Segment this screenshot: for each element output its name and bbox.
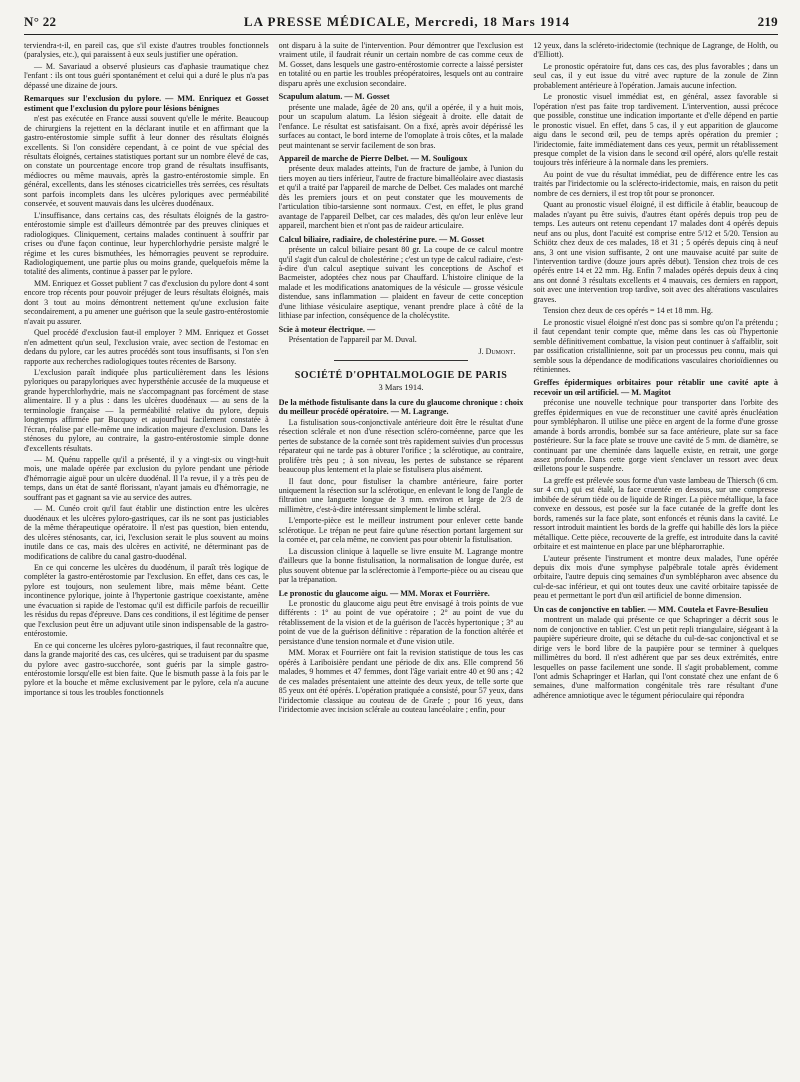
paragraph: L'auteur présente l'instrument et montre deux malades, l'une opérée depuis dix mois d'une symphyse palpébrale totale après évidement orbitaire, l'autre depuis cinq semaines d'un symblépharon avec absence du cul-de-sac inférieur, et qui ont toutes deux une cavité orbitaire tapissée de peau et permettant le port d'un œil artificiel de bonne dimension. xyxy=(533,553,778,601)
paragraph: Il faut donc, pour fistuliser la chambre antérieure, faire porter uniquement la résection sur la sclérotique, en enlevant le long de l'angle de filtration une languette longue de 3 mm. environ et large de 2/3 de millimètre, c'est-à-dire intéressant simplement le limbe scléral. xyxy=(278,476,524,514)
paragraph: Tension chez deux de ces opérés = 14 et 18 mm. Hg. xyxy=(543,306,713,316)
column-3 xyxy=(533,41,778,1081)
section-heading: Le pronostic du glaucome aigu. — MM. Morax et Fourrière. xyxy=(278,588,490,598)
issue-number: N° 22 xyxy=(24,14,57,29)
section-heading: Greffes épidermiques orbitaires pour rétablir une cavité apte à recevoir un œil artificiel. — M. Magitot xyxy=(533,378,778,397)
paragraph: présente un calcul biliaire pesant 80 gr. La coupe de ce calcul montre qu'il s'agit d'un calcul de cholestérine ; c'est un type de calcul radiaire, c'est-à-dire d'un calcul aseptique suivant les conceptions de Aschof et Bacmeister, adoptées chez nous par Chauffard. L'histoire clinique de la malade et les modifications anatomiques de la vésicule — grosse vésicule distendue, sans inflammation — plaident en faveur de cette conception d'une lithiase vésiculaire aseptique, venant prendre place à côté de la lithiase par infection, conséquence de la cholécystite. xyxy=(278,245,524,321)
paragraph: Présentation de l'appareil par M. Duval. xyxy=(288,335,417,345)
session-date: 3 Mars 1914. xyxy=(378,381,424,392)
author-signature: J. Dumont. xyxy=(478,346,516,356)
paragraph: présente deux malades atteints, l'un de fracture de jambe, à l'union du tiers moyen au tiers inférieur, l'autre de fracture bimalléolaire avec diastasis et qu'il a traité par l'appareil de marche de Delbet. Ces malades ont marché dès les premiers jours et on peut constater que les mouvements de l'articulation tibio-tarsienne sont normaux. C'est, en effet, le plus grand avantage de l'appareil Delbet, car ces malades, dès qu'on leur enlève leur appareil, marchent bien et n'ont pas de raideur articulaire. xyxy=(278,164,524,231)
section-heading: De la méthode fistulisante dans la cure du glaucome chronique : choix du meilleur procédé opératoire. — M. Lagrange. xyxy=(278,397,524,417)
paragraph: 12 yeux, dans la scléreto-iridectomie (technique de Lagrange, de Holth, ou d'Elliott). xyxy=(533,41,778,60)
paragraph: montrent un malade qui présente ce que Schapringer a décrit sous le nom de conjonctive en tablier. C'est un petit repli triangulaire, siégeant à la paupière supérieure droite, qui se détache du cul-de-sac conjonctival et se dirige vers le bord libre de la paupière pour se terminer à quelques millimètres du bord. Il n'est adhérent que par ses deux extrémités, entre lesquelles on passe facilement une sonde. Il s'agit probablement, comme l'ont admis Schapringer et Harlan, qui l'ont constaté chez une enfant de 6 semaines, d'une malformation congénitale très rare résultant d'une adhérence amniotique avec le tégument périoculaire qui répondra xyxy=(533,615,778,700)
article-columns xyxy=(24,41,778,1081)
section-heading: Appareil de marche de Pierre Delbet. — M. Souligoux xyxy=(278,153,468,163)
paragraph: ont disparu à la suite de l'intervention. Pour démontrer que l'exclusion est vraiment utile, il faudrait réunir un certain nombre de cas comme ceux de M. Gosset, dans lesquels une gastro-entérostomie correcte a laissé persister en totalité ou en partie les troubles préopératoires, lesquels ont au contraire disparu après une exclusion secondaire. xyxy=(278,41,524,88)
page-header xyxy=(24,14,778,35)
page-number: 219 xyxy=(757,14,778,29)
section-heading: Scapulum alatum. — M. Gosset xyxy=(278,92,390,102)
paragraph: Le pronostic opératoire fut, dans ces cas, des plus favorables ; dans un seul cas, il y eut issue du vitré avec rupture de la zonule de Zinn probablement antérieure à l'opération. Jamais aucune infection. xyxy=(533,61,778,90)
paragraph: Quel procédé d'exclusion faut-il employer ? MM. Enriquez et Gosset n'en admettent qu'un seul, l'exclusion vraie, avec section de l'estomac en dedans du pylore, car les autres procédés sont tous insuffisants, si l'on s'en rapporte aux recherches radiologiques toutes récentes de Barsony. xyxy=(24,328,269,366)
paragraph: Le pronostic visuel immédiat est, en général, assez favorable si l'opération n'est pas faite trop tardivement. L'intervention, aussi précoce que possible, constitue une indication importante et d'elle dépend en partie le pronostic visuel. En effet, dans 5 cas, il y eut apparition de glaucome aigu dans le second œil, peu de temps après opération du premier ; l'iridectomie, faite immédiatement dans ces yeux, permit un rétablissement presque complet de la vision dans le second œil opéré, alors qu'elle restait toujours très inférieure à la normale dans les premiers. xyxy=(533,92,778,168)
paragraph: Le pronostic du glaucome aigu peut être envisagé à trois points de vue différents : 1° au point de vue opératoire ; 2° au point de vue du rétablissement de la vision et de la guérison de l'accès hypertonique ; 3° au point de vue de la guérison définitive : réparation de la fonction altérée et persistance d'une tension normale et d'une vision utile. xyxy=(278,599,524,646)
paragraph: En ce qui concerne les ulcères pyloro-gastriques, il faut reconnaître que, dans la grande majorité des cas, ces ulcères, qui se traduisent par du spasme du pylore avec gastro-succhorée, sont guéris par la simple gastro-entérostomie lorsqu'elle est bien faite. Que le bismuth passe à la fois par le pylore et la bouche et même exclusivement par le pylore, cela n'a aucune importance si tous les troubles fonctionnels xyxy=(24,640,269,697)
paragraph: n'est pas exécutée en France aussi souvent qu'elle le mérite. Beaucoup de chirurgiens la rejettent en la déclarant inutile et en affirmant que la gastro-entérostomie simple suffit à leur donner des résultats éloignés excellents. Si l'on considère cependant, à ce point de vue spécial des résultats éloignés, certaines statistiques portant sur un nombre élevé de cas, on constate un pourcentage encore trop grand de résultats insuffisants, médiocres ou même mauvais, après la gastro-entérostomie simple. En général, excellents, dans les sténoses cicatricielles très serrées, ces résultats sont parfois incomplets dans les ulcères pyloriques avec perméabilité conservée, et souvent mauvais dans les ulcères duodénaux. xyxy=(24,114,269,209)
paragraph: L'insuffisance, dans certains cas, des résultats éloignés de la gastro-entérostomie simple est d'ailleurs démontrée par des preuves cliniques et radiologiques. Cliniquement, certains malades continuent à souffrir par crises ou d'une façon continue, leur hyperchlorhydrie persiste malgré le régime et les cures bismuthées, les hémorragies peuvent se reproduire. Radiologiquement, une partie plus ou moins grande, quelquefois même la totalité des aliments, continue à passer par le pylore. xyxy=(24,210,269,277)
journal-title: LA PRESSE MÉDICALE, Mercredi, 18 Mars 1914 xyxy=(243,14,570,29)
paragraph: Quant au pronostic visuel éloigné, il est difficile à établir, beaucoup de malades n'ayant pu être suivis, d'autres étant opérés depuis trop peu de temps. Les auteurs ont retenu cependant 17 malades dont 4 opérés depuis neuf ans ou plus, dont l'acuité est comprise entre 5/12 et 5/20. Tension au Schiötz chez deux de ces malades, 18 et 31 ; 5 opérés depuis cinq à neuf ans, 3 ont une vision suffisante, 2 ont une mauvaise acuité par suite de l'intervention tardive (douze jours après début). Tension chez trois de ces opérés entre 14 et 22 mm. Hg. Enfin 7 malades opérés depuis deux à cinq ans ont donné 3 résultats excellents et 4 mauvais, ces derniers en rapport, soit avec une intervention trop tardive, soit avec des altérations vasculaires graves. xyxy=(533,200,778,304)
section-heading: Remarques sur l'exclusion du pylore. — MM. Enriquez et Gosset estiment que l'exclusion du pylore pour lésions bénignes xyxy=(24,94,269,113)
paragraph: L'emporte-pièce est le meilleur instrument pour enlever cette bande sclérotique. Le trépan ne peut faire qu'une résection portant largement sur la cornée et, par cela même, ne convient pas pour obtenir la fistulisation. xyxy=(278,516,524,545)
paragraph: La greffe est prélevée sous forme d'un vaste lambeau de Thiersch (6 cm. sur 4 cm.) qui est étalé, la face cruentée en dessous, sur une compresse imbibée de sérum tiède ou de liquide de Ringer. La pièce métallique, la face convexe en dessous, est posée sur la face cutanée de la greffe dont les bords, ramenés sur la face plate, sont enfoncés et réunis dans la cavité. Le ressort introduit maintient les bords de la greffe qui habille dès lors la pièce métallique. Cette pièce, recouverte de la greffe, est introduite dans la cavité orbitaire et est maintenue en place par une blépharorraphie. xyxy=(533,475,778,552)
paragraph: La fistulisation sous-conjonctivale antérieure doit être le résultat d'une résection sclérale et non d'une résection scléro-cornéenne, parce que les pertes de substance de la cornée sont très rapidement suivies d'un processus réparateur qui ne tarde pas à obturer l'orifice ; la sclérotique, au contraire, prolifère très peu ; à son niveau, les pertes de substance se réparent beaucoup plus lentement et la plaie se fistulisera plus aisément. xyxy=(278,417,524,475)
section-heading: Un cas de conjonctive en tablier. — MM. Coutela et Favre-Besulieu xyxy=(533,604,769,614)
paragraph: Le pronostic visuel éloigné n'est donc pas si sombre qu'on l'a prétendu ; il faut cependant tenir compte que, même dans les cas où l'hypertonie semble définitivement combattue, la vision peut continuer à s'affaiblir, soit par ossification cristallinienne, soit par un processus peu connu, mais qui semble sous la dépendance de modifications vasculaires chorioïdiennes ou rétiniennes. xyxy=(533,317,778,374)
paragraph: La discussion clinique à laquelle se livre ensuite M. Lagrange montre d'ailleurs que la bonne fistulisation, la normalisation de longue durée, est plus souvent obtenue par la sclérectomie à l'emporte-pièce ou au ciseau que par la trépanation. xyxy=(278,546,524,585)
section-heading: Scie à moteur électrique. — xyxy=(278,324,376,334)
column-1 xyxy=(24,41,269,1081)
paragraph: terviendra-t-il, en pareil cas, que s'il existe d'autres troubles fonctionnels (paralysies, etc.), qui paraissent à eux seuls justifier une opération. xyxy=(24,41,269,60)
paragraph: MM. Enriquez et Gosset publient 7 cas d'exclusion du pylore dont 4 sont encore trop récents pour pouvoir préjuger de leurs résultats éloignés, mais dont 3 tout au moins démontrent nettement qu'une exclusion faite secondairement, a pu amener une guérison que la seule gastro-entérostomie n'avait pu assurer. xyxy=(24,278,269,326)
paragraph: L'exclusion paraît indiquée plus particulièrement dans les lésions pyloriques ou parapyloriques avec hypersthénie accusée de la muqueuse et grande hyperchlorhydrie, mais ne s'accompagnant pas forcément de stase alimentaire. Il y a plus : dans les ulcères duodénaux — au sens de la terminologie française — la perméabilité relative du pylore, depuis longtemps affirmée par Bucquoy et aujourd'hui facilement constatée à l'écran, réalise par elle-même une indication majeure d'exclusion. Dans les sténoses du pylore, au contraire, la gastro-entérostomie simple donne d'excellents résultats. xyxy=(24,367,269,453)
paragraph: préconise une nouvelle technique pour transporter dans l'orbite des greffes épidermiques en vue de reconstituer une cavité après énucléation pour symblépharon. Il utilise une pièce en argent de la forme d'une grosse amande à bords arrondis, bombée sur sa face antérieure, plate sur sa face postérieure. Sur la face plate se trouve une cavité de 5 mm. de diamètre, se continuant par une cheminée dans laquelle existe, en retrait, une gorge assez profonde. Dans cette gorge vient s'enclaver un ressort avec deux œilletons pour le suspendre. xyxy=(533,398,778,474)
paragraph: présente une malade, âgée de 20 ans, qu'il a opérée, il y a huit mois, pour un scapulum alatum. La lésion siégeait à droite. elle datait de l'enfance. Le résultat est satisfaisant. On a fixé, après avoir dépérissé les surfaces au contact, le bord interne de l'omoplate à trois côtes, et la malade peut maintenant se servir facilement de son bras. xyxy=(278,102,524,150)
divider xyxy=(334,360,469,361)
paragraph: En ce qui concerne les ulcères du duodénum, il paraît très logique de compléter la gastro-entérostomie par l'exclusion. En effet, dans ces cas, le pylore est toujours, non seulement libre, mais même béant. Cette incontinence pylorique, jointe à l'hypertonie gastrique coexistante, amène une évacuation si rapide de l'estomac qu'il est difficile parfois de recueillir les résidus du repas d'épreuve. Dans ces conditions, il est légitime de penser que l'exclusion peut être un adjuvant utile sinon indispensable de la gastro-entérostomie. xyxy=(24,563,269,639)
paragraph: — M. Cunéo croit qu'il faut établir une distinction entre les ulcères duodénaux et les ulcères pyloro-gastriques, car ils ne sont pas justiciables de la même thérapeutique opératoire. Il n'est pas question, bien entendu, des ulcères sténosants, car, ici, l'exclusion serait le plus souvent au moins inutile dans ce cas, mais des ulcères en activité, ne déterminant pas de modifications de calibre du canal gastro-duodénal. xyxy=(24,504,269,561)
paragraph: — M. Quénu rappelle qu'il a présenté, il y a vingt-six ou vingt-huit mois, une malade opérée par exclusion du pylore pendant une période d'hémorragie aiguë pour un ulcère duodénal. Il l'a revue, il y a très peu de temps, dans un état de santé florissant, n'ayant jamais eu d'hémorragie, ne souffrant pas et gagnant sa vie au service des autres. xyxy=(24,455,269,502)
column-2 xyxy=(279,41,524,1081)
society-title: SOCIÉTÉ D'OPHTALMOLOGIE DE PARIS xyxy=(294,370,508,382)
paragraph: Au point de vue du résultat immédiat, peu de différence entre les cas traités par l'iridectomie ou la sclérecto-iridectomie, mais, en raison du petit nombre de ces derniers, il est trop tôt pour se prononcer. xyxy=(533,169,778,198)
section-heading: Calcul biliaire, radiaire, de cholestérine pure. — M. Gosset xyxy=(278,234,485,244)
paragraph: MM. Morax et Fourrière ont fait la revision statistique de tous les cas opérés à Lariboisière pendant une période de dix ans. Elle comprend 56 malades, 9 hommes et 47 femmes, dont l'âge variait entre 40 et 90 ans ; 42 de ces malades présentaient une atteinte des deux yeux, de telle sorte que 85 yeux ont été opérés. L'opération pratiquée a consisté, pour 57 yeux, dans l'iridectomie classique au couteau de de Græfe ; pour 16 yeux, dans l'iridectomie avec incision sclérale au couteau lancéolaire ; enfin, pour xyxy=(278,648,524,714)
paragraph: — M. Savariaud a observé plusieurs cas d'aphasie traumatique chez l'enfant : ils ont tous guéri spontanément et celui qui a duré le plus n'a pas dépassé une dizaine de jours. xyxy=(24,61,269,90)
